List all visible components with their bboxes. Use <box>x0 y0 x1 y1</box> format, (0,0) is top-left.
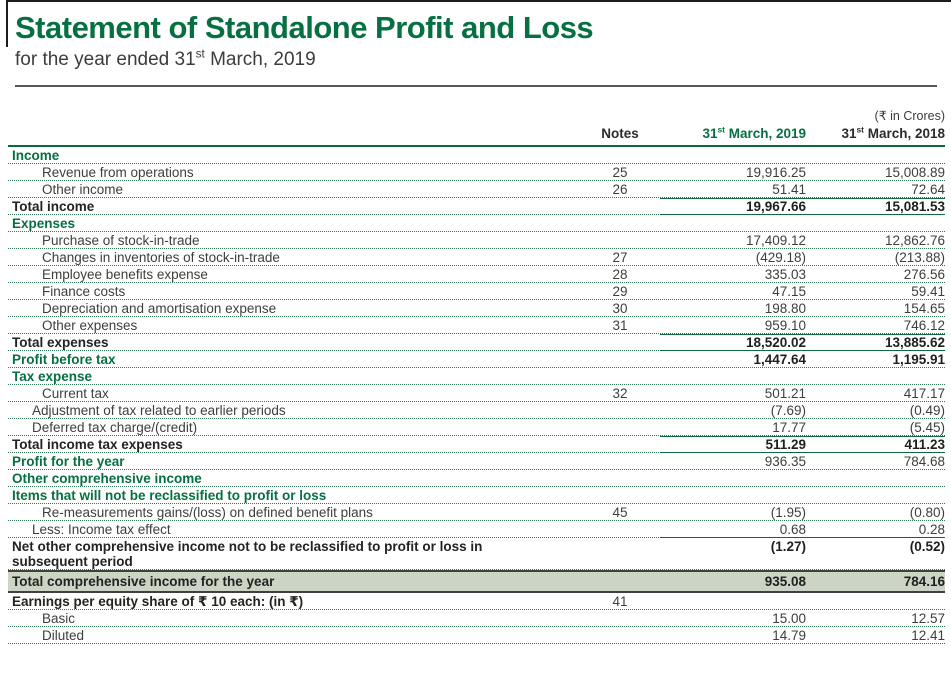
table-row <box>8 334 945 351</box>
row-description-cell <box>8 522 580 537</box>
row-label: Depreciation and amortisation expense <box>42 301 277 316</box>
row-note-cell: 26 <box>612 182 628 197</box>
row-description-cell <box>8 369 580 384</box>
row-label: Other expenses <box>42 318 138 333</box>
row-note-cell: 29 <box>612 284 628 299</box>
column-header-2019 <box>660 126 806 142</box>
row-label: Re-measurements gains/(loss) on defined benefit plans <box>42 505 373 520</box>
col-2018-rest: March, 2018 <box>863 126 945 141</box>
row-value-2019: 19,916.25 <box>745 165 806 180</box>
row-values <box>660 334 945 351</box>
row-description-cell <box>8 165 580 180</box>
row-value-2018: (5.45) <box>909 420 945 435</box>
table-row <box>8 215 945 232</box>
row-description-cell <box>8 611 580 626</box>
row-value-2019: 501.21 <box>764 386 806 401</box>
row-label: Total income tax expenses <box>12 437 183 452</box>
table-row <box>8 453 945 470</box>
row-values <box>660 522 945 538</box>
row-label: Total comprehensive income for the year <box>12 574 275 589</box>
table-row <box>8 402 945 419</box>
row-values <box>660 505 945 520</box>
row-value-2018: 59.41 <box>911 284 945 299</box>
row-description-cell <box>8 403 580 418</box>
row-values <box>660 301 945 316</box>
row-label: Profit before tax <box>12 352 116 367</box>
table-header-row <box>8 126 945 145</box>
table-row <box>8 249 945 266</box>
row-description-cell <box>8 574 580 589</box>
row-values <box>660 403 945 418</box>
row-value-2018: (213.88) <box>894 250 945 265</box>
table-row <box>8 317 945 334</box>
row-value-2018: 12.57 <box>911 611 945 626</box>
table-body <box>8 147 945 644</box>
row-description-cell <box>8 420 580 435</box>
document-header <box>0 0 951 87</box>
row-description-cell <box>8 539 580 569</box>
row-value-2019: 14.79 <box>772 628 806 643</box>
row-label: Income <box>12 148 60 163</box>
table-row <box>8 504 945 521</box>
column-header-2018 <box>806 126 945 142</box>
row-value-2018: (0.52) <box>909 539 945 554</box>
row-note-cell: 27 <box>612 250 628 265</box>
row-value-2019: 47.15 <box>772 284 806 299</box>
row-description-cell <box>8 301 580 316</box>
profit-loss-table <box>8 109 945 644</box>
table-row <box>8 351 945 368</box>
row-label: Adjustment of tax related to earlier periods <box>32 403 286 418</box>
table-row <box>8 538 945 570</box>
row-value-2019: 1,447.64 <box>753 352 806 367</box>
row-label: Expenses <box>12 216 76 231</box>
row-values <box>660 436 945 453</box>
row-value-2018: 15,081.53 <box>884 199 945 214</box>
page-subtitle <box>15 49 937 71</box>
row-description-cell <box>8 199 580 214</box>
row-description-cell <box>8 594 580 609</box>
row-value-2018: 0.28 <box>918 522 945 537</box>
row-label: Other comprehensive income <box>12 471 202 486</box>
col-2019-rest: March, 2019 <box>724 126 806 141</box>
row-value-2019: 936.35 <box>764 454 806 469</box>
row-values <box>660 454 945 469</box>
row-label: Tax expense <box>12 369 93 384</box>
row-values <box>660 628 945 643</box>
row-description-cell <box>8 233 580 248</box>
row-value-2019: (1.95) <box>770 505 806 520</box>
row-label: Changes in inventories of stock-in-trade <box>42 250 280 265</box>
row-value-2019: 17,409.12 <box>745 233 806 248</box>
row-label: Other income <box>42 182 124 197</box>
row-values <box>660 250 945 265</box>
col-2019-day: 31 <box>702 126 718 141</box>
row-description-cell <box>8 182 580 197</box>
page-left-rule <box>6 0 8 47</box>
row-label: Profit for the year <box>12 454 125 469</box>
row-label: Basic <box>42 611 76 626</box>
table-row <box>8 521 945 538</box>
page-top-rule <box>6 0 951 2</box>
row-note-cell: 25 <box>612 165 628 180</box>
row-label: Purchase of stock-in-trade <box>42 233 200 248</box>
table-row <box>8 385 945 402</box>
row-value-2018: 784.68 <box>903 454 945 469</box>
table-row <box>8 147 945 164</box>
row-values <box>660 574 945 589</box>
row-values <box>660 182 945 197</box>
row-description-cell <box>8 488 580 503</box>
row-value-2019: (429.18) <box>755 250 806 265</box>
table-row <box>8 283 945 300</box>
row-value-2018: 746.12 <box>903 318 945 333</box>
row-value-2019: 17.77 <box>772 420 806 435</box>
row-label: Items that will not be reclassified to profit or loss <box>12 488 327 503</box>
row-values <box>660 318 945 333</box>
row-description-cell <box>8 471 580 486</box>
row-values <box>660 233 945 248</box>
row-value-2019: 0.68 <box>779 522 806 537</box>
row-note-cell: 32 <box>612 386 628 401</box>
table-row <box>8 232 945 249</box>
table-row <box>8 181 945 198</box>
row-values <box>660 420 945 435</box>
row-value-2018: (0.49) <box>909 403 945 418</box>
row-label: Employee benefits expense <box>42 267 208 282</box>
column-header-notes: Notes <box>601 126 639 141</box>
row-values <box>660 539 945 554</box>
table-row <box>8 368 945 385</box>
row-description-cell <box>8 352 580 367</box>
currency-note: (₹ in Crores) <box>874 109 945 123</box>
row-description-cell <box>8 216 580 231</box>
row-label: Less: Income tax effect <box>32 522 171 537</box>
row-description-cell <box>8 386 580 401</box>
row-value-2018: 417.17 <box>903 386 945 401</box>
row-values <box>660 284 945 299</box>
row-value-2018: 12,862.76 <box>884 233 945 248</box>
table-row <box>8 610 945 627</box>
row-value-2019: 18,520.02 <box>745 335 806 350</box>
row-value-2019: (1.27) <box>770 539 806 554</box>
row-label: Earnings per equity share of ₹ 10 each: (in ₹) <box>12 594 304 609</box>
row-values <box>660 267 945 282</box>
row-description-cell <box>8 284 580 299</box>
row-value-2018: (0.80) <box>909 505 945 520</box>
row-description-cell <box>8 437 580 452</box>
col-2019-superscript: st <box>717 124 725 135</box>
row-value-2018: 411.23 <box>904 437 945 452</box>
row-values <box>660 611 945 626</box>
row-value-2018: 12.41 <box>911 628 945 643</box>
row-value-2019: (7.69) <box>770 403 806 418</box>
table-row <box>8 593 945 610</box>
row-description-cell <box>8 454 580 469</box>
row-description-cell <box>8 267 580 282</box>
row-label: Finance costs <box>42 284 126 299</box>
subtitle-text: for the year ended 31 <box>15 49 196 70</box>
table-row <box>8 487 945 504</box>
row-label: Total income <box>12 199 95 214</box>
row-values <box>660 165 945 180</box>
row-label: Net other comprehensive income not to be reclassified to profit or loss in subsequent period <box>12 539 483 569</box>
table-row <box>8 419 945 436</box>
table-row <box>8 627 945 644</box>
row-description-cell <box>8 335 580 350</box>
row-value-2019: 198.80 <box>764 301 806 316</box>
table-row <box>8 300 945 317</box>
row-label: Total expenses <box>12 335 109 350</box>
header-divider <box>15 85 937 87</box>
row-label: Deferred tax charge/(credit) <box>32 420 198 435</box>
row-note-cell: 45 <box>612 505 628 520</box>
page-title: Statement of Standalone Profit and Loss <box>15 10 594 45</box>
row-note-cell: 31 <box>612 318 628 333</box>
row-value-2019: 19,967.66 <box>745 199 806 214</box>
row-value-2018: 154.65 <box>903 301 945 316</box>
row-value-2019: 959.10 <box>764 318 806 333</box>
row-values <box>660 386 945 401</box>
row-value-2018: 784.16 <box>903 574 945 589</box>
subtitle-text-rest: March, 2019 <box>204 49 316 70</box>
row-values <box>660 198 945 215</box>
row-value-2019: 935.08 <box>764 574 806 589</box>
row-label: Current tax <box>42 386 109 401</box>
row-description-cell <box>8 250 580 265</box>
row-value-2019: 511.29 <box>765 437 806 452</box>
row-value-2018: 1,195.91 <box>892 352 945 367</box>
row-value-2018: 276.56 <box>903 267 945 282</box>
table-row <box>8 436 945 453</box>
row-value-2019: 335.03 <box>764 267 806 282</box>
row-description-cell <box>8 318 580 333</box>
subtitle-superscript: st <box>195 47 205 61</box>
row-label: Revenue from operations <box>42 165 194 180</box>
table-row <box>8 198 945 215</box>
table-row <box>8 470 945 487</box>
row-description-cell <box>8 148 580 163</box>
row-note-cell: 30 <box>612 301 628 316</box>
col-2018-superscript: st <box>856 124 864 135</box>
row-description-cell <box>8 628 580 643</box>
table-row <box>8 266 945 283</box>
row-value-2018: 13,885.62 <box>884 335 945 350</box>
table-row <box>8 570 945 593</box>
col-2018-day: 31 <box>841 126 857 141</box>
row-note-cell: 28 <box>612 267 628 282</box>
row-label: Diluted <box>42 628 85 643</box>
row-values <box>660 352 945 367</box>
row-value-2019: 15.00 <box>772 611 806 626</box>
row-value-2018: 72.64 <box>911 182 945 197</box>
table-row <box>8 164 945 181</box>
row-value-2019: 51.41 <box>772 182 806 197</box>
row-note-cell: 41 <box>612 594 628 609</box>
row-value-2018: 15,008.89 <box>884 165 945 180</box>
row-description-cell <box>8 505 580 520</box>
